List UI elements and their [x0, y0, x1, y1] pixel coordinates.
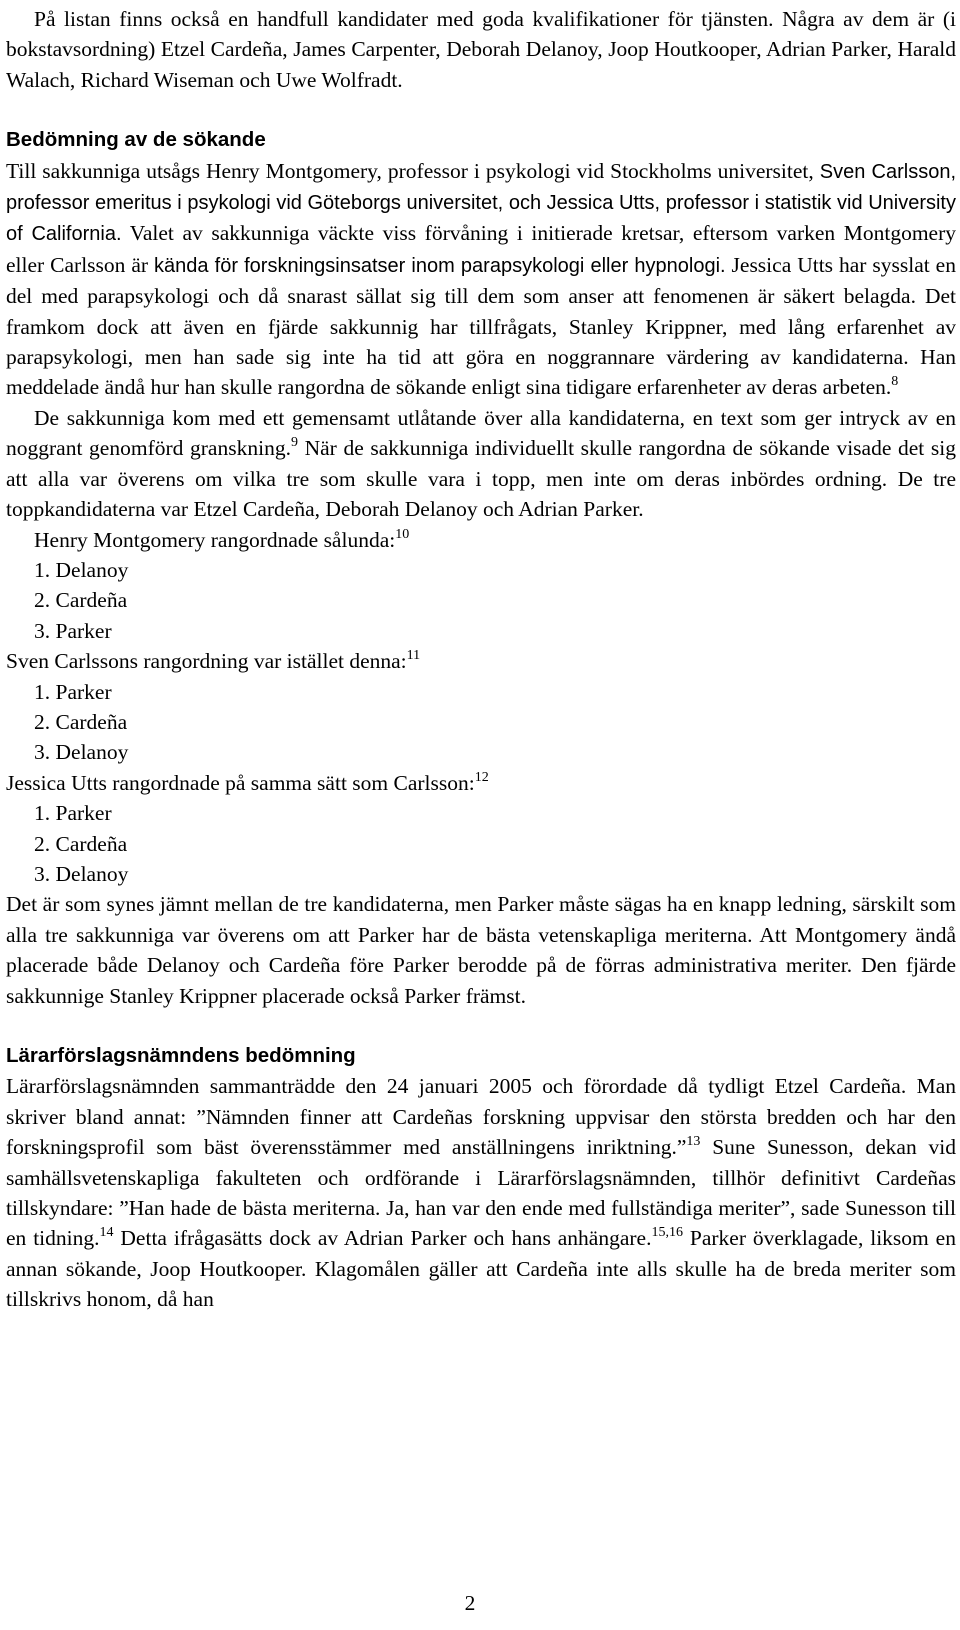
montgomery-intro-text: Henry Montgomery rangordnade sålunda: — [34, 527, 396, 552]
paragraph-experts-text-d: kända för forskningsinsatser inom parapsykologi eller hypnologi. — [154, 254, 726, 277]
section-heading-committee: Lärarförslagsnämndens bedömning — [6, 1044, 356, 1067]
paragraph-joint-statement — [6, 403, 956, 525]
paragraph-analysis: Det är som synes jämnt mellan de tre kandidaterna, men Parker måste sägas ha en knapp ledning, särskilt som alla tre sakkunniga var överens om att Parker har de bästa vetenskapliga meriterna. Att Montgomery ändå placerade både Delanoy och Cardeña före Parker berodde på de förras administrativa meriter. Den fjärde sakkunnige Stanley Krippner placerade också Parker främst. — [6, 892, 956, 1008]
paragraph-committee-text-b: Sune Sunesson, dekan vid samhällsvetenskapliga fakulteten och ordförande i Lärarförslagsnämnden, tillhör definitivt Cardeñas tillskyndare: ”Han hade de bästa meriterna. Ja, han var den ende med fullständiga meriter”, sade Sunesson till en tidning. — [6, 1135, 956, 1251]
paragraph-intro: På listan finns också en handfull kandidater med goda kvalifikationer för tjänsten. Några av dem är (i bokstavsordning) Etzel Cardeña, James Carpenter, Deborah Delanoy, Joop Houtkooper, Adrian Parker, Harald Walach, Richard Wiseman och Uwe Wolfradt. — [6, 7, 956, 92]
carlsson-rank-3: 3. Delanoy — [34, 740, 129, 765]
utts-rank-3: 3. Delanoy — [34, 861, 129, 886]
footnote-ref-14[interactable]: 14 — [99, 1225, 114, 1241]
carlsson-rank-2: 2. Cardeña — [34, 709, 128, 734]
footnote-ref-15-16[interactable]: 15,16 — [651, 1225, 683, 1241]
paragraph-committee — [6, 1071, 956, 1314]
footnote-ref-12[interactable]: 12 — [474, 769, 489, 785]
carlsson-rank-1: 1. Parker — [34, 679, 112, 704]
montgomery-rank-3: 3. Parker — [34, 618, 112, 643]
carlsson-intro-text: Sven Carlssons rangordning var istället denna: — [6, 649, 407, 674]
paragraph-experts — [6, 156, 956, 403]
montgomery-rank-1: 1. Delanoy — [34, 557, 129, 582]
utts-rank-2: 2. Cardeña — [34, 831, 128, 856]
paragraph-experts-text-b: Sven Carlsson, professor emeritus i psykologi vid Göteborgs universitet, och Jessica Utts, professor i statistik vid University of California. — [6, 160, 956, 246]
footnote-ref-10[interactable]: 10 — [395, 526, 410, 542]
footnote-ref-11[interactable]: 11 — [406, 648, 421, 664]
utts-rank-1: 1. Parker — [34, 801, 112, 826]
footnote-ref-8[interactable]: 8 — [891, 374, 899, 390]
paragraph-experts-text-a: Till sakkunniga utsågs Henry Montgomery, professor i psykologi vid Stockholms universitet, — [6, 158, 820, 183]
paragraph-committee-text-a: Lärarförslagsnämnden sammanträdde den 24 januari 2005 och förordade då tydligt Etzel Cardeña. Man skriver bland annat: ”Nämnden finner att Cardeñas forskning uppvisar den största bredden och har den forskningsprofil som bäst överensstämmer med anställningens inriktning.” — [6, 1074, 956, 1160]
utts-intro-text: Jessica Utts rangordnade på samma sätt som Carlsson: — [6, 770, 475, 795]
footnote-ref-9[interactable]: 9 — [290, 435, 298, 451]
paragraph-experts-text-c: Valet av sakkunniga väckte viss förvåning i initierade kretsar, eftersom varken Montgomery eller Carlsson är — [6, 221, 957, 277]
paragraph-experts-text-e: Jessica Utts har sysslat en del med parapsykologi och då snarast sällat sig till dem som anser att fenomenen är säkert belagda. Det framkom dock att även en fjärde sakkunnig har tillfrågats, Stanley Krippner, med lång erfarenhet av parapsykologi, men han sade sig inte ha tid att göra en noggrannare värdering av kandidaterna. Han meddelade ändå hur han skulle rangordna de sökande enligt sina tidigare erfarenheter av deras arbeten. — [6, 252, 956, 400]
paragraph-committee-text-d: Parker överklagade, liksom en annan sökande, Joop Houtkooper. Klagomålen gäller att Cardeña inte alls skulle ha de breda meriter som tillskrivs honom, då han — [6, 1226, 956, 1312]
section-heading-assessment: Bedömning av de sökande — [6, 128, 266, 152]
footnote-ref-13[interactable]: 13 — [686, 1134, 701, 1150]
utts-intro — [6, 768, 956, 798]
document-body — [6, 4, 956, 1315]
paragraph-committee-text-c: Detta ifrågasätts dock av Adrian Parker och hans anhängare. — [113, 1226, 652, 1251]
page-number: 2 — [464, 1591, 476, 1615]
spacer — [6, 1011, 956, 1041]
montgomery-intro — [6, 525, 956, 555]
paragraph-joint-statement-text-b: När de sakkunniga individuellt skulle rangordna de sökande visade det sig att alla var överens om vilka tre som skulle vara i topp, men inte om deras inbördes ordning. De tre toppkandidaterna var Etzel Cardeña, Deborah Delanoy och Adrian Parker. — [6, 436, 957, 522]
montgomery-rank-2: 2. Cardeña — [34, 588, 128, 613]
spacer — [6, 95, 956, 125]
paragraph-joint-statement-text-a: De sakkunniga kom med ett gemensamt utlåtande över alla kandidaterna, en text som ger intryck av en noggrant genomförd granskning. — [6, 405, 956, 461]
carlsson-intro — [6, 646, 956, 676]
